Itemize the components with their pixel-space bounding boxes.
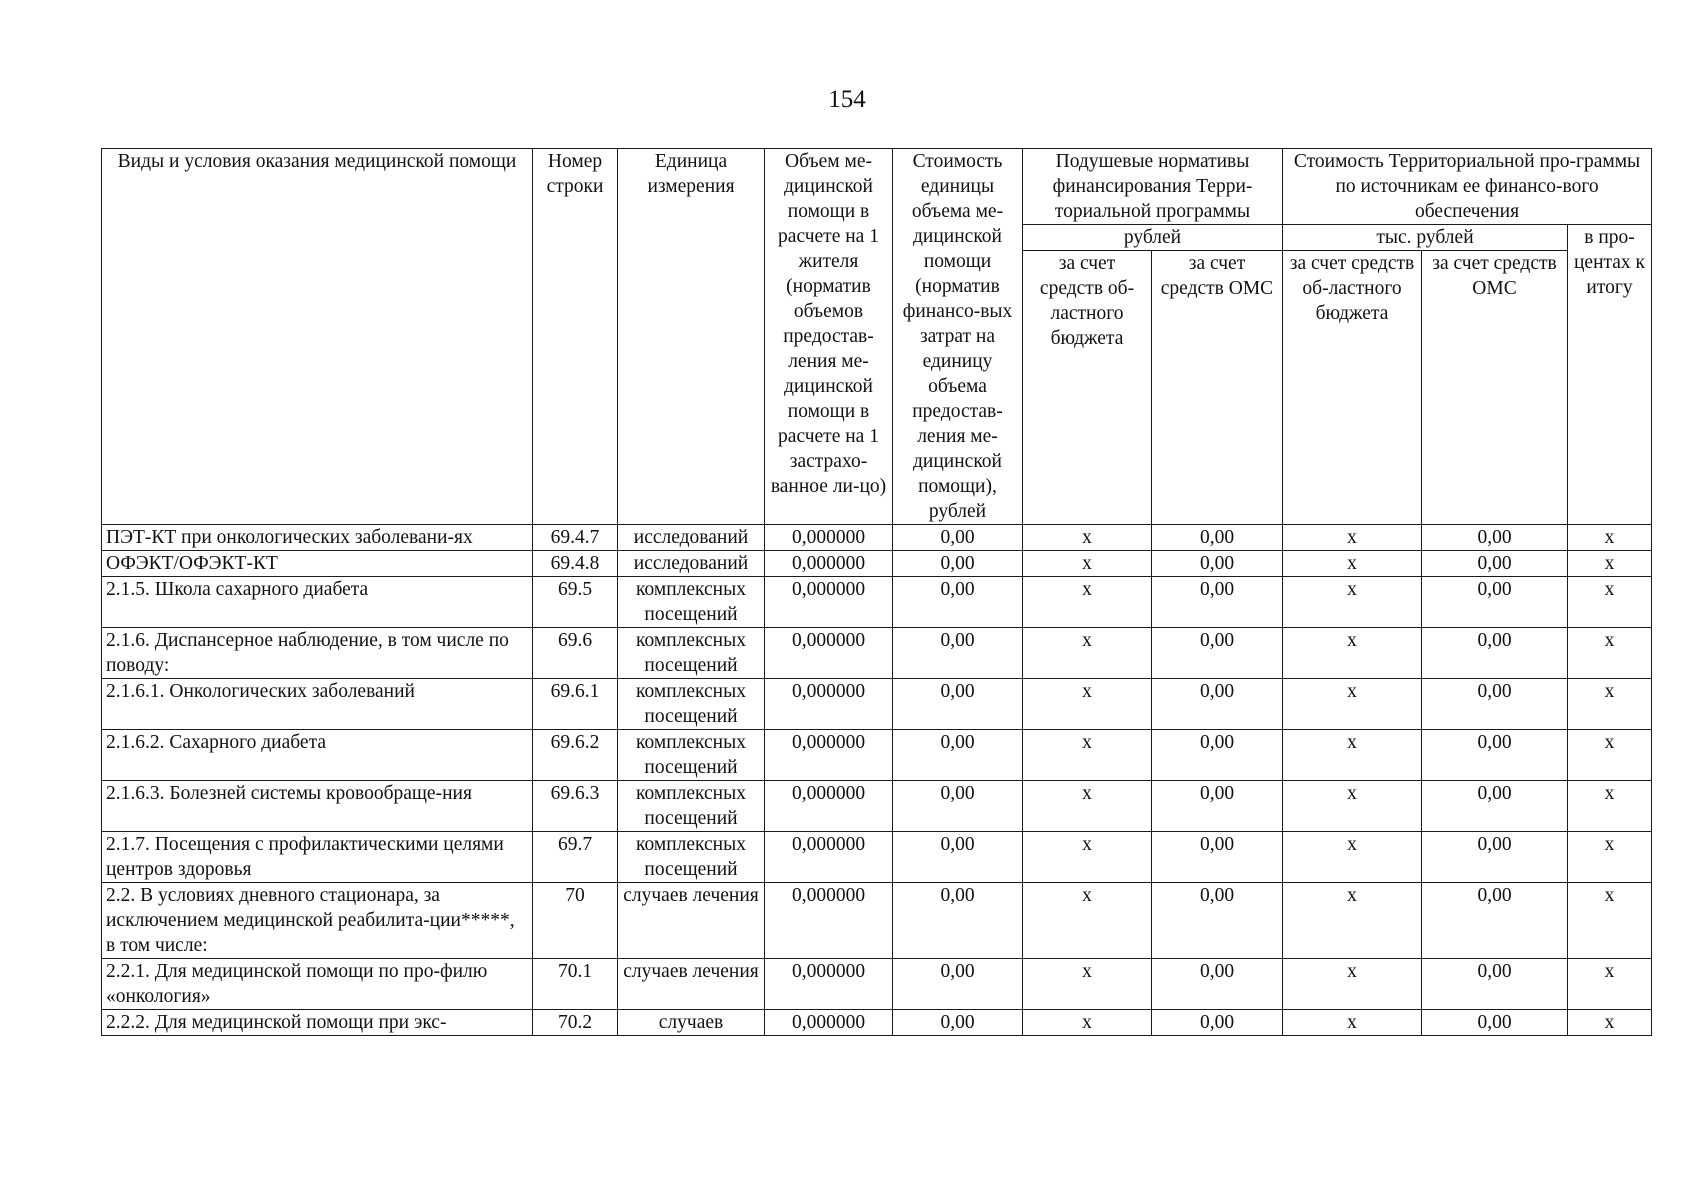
header-norm-oms: за счет средств ОМС (1152, 251, 1283, 525)
header-norm-budget: за счет средств об-ластного бюджета (1023, 251, 1152, 525)
row-unit-cost: 0,00 (893, 551, 1023, 577)
row-norm-oms: 0,00 (1152, 679, 1283, 730)
row-number: 70.2 (533, 1010, 618, 1036)
row-norm-oms: 0,00 (1152, 781, 1283, 832)
row-number: 69.4.7 (533, 525, 618, 551)
row-volume: 0,000000 (765, 551, 893, 577)
row-norm-budget: х (1023, 577, 1152, 628)
table-row (102, 525, 1652, 551)
row-cost-oms: 0,00 (1422, 959, 1568, 1010)
row-percent: х (1568, 730, 1652, 781)
row-unit: комплексных посещений (618, 832, 765, 883)
row-name: 2.1.6.3. Болезней системы кровообраще-ния (102, 781, 533, 832)
row-cost-oms: 0,00 (1422, 832, 1568, 883)
row-cost-oms: 0,00 (1422, 883, 1568, 959)
table-body (102, 525, 1652, 1036)
row-name: 2.2.1. Для медицинской помощи по про-филю «онкология» (102, 959, 533, 1010)
row-number: 69.5 (533, 577, 618, 628)
row-norm-budget: х (1023, 628, 1152, 679)
row-unit: комплексных посещений (618, 781, 765, 832)
table-row (102, 551, 1652, 577)
header-unit: Единица измерения (618, 149, 765, 525)
row-norm-oms: 0,00 (1152, 883, 1283, 959)
row-cost-budget: х (1283, 832, 1422, 883)
row-percent: х (1568, 525, 1652, 551)
header-program-cost: Стоимость Территориальной про-граммы по источникам ее финансо-вого обеспечения (1283, 149, 1652, 225)
row-unit-cost: 0,00 (893, 628, 1023, 679)
row-cost-budget: х (1283, 679, 1422, 730)
row-volume: 0,000000 (765, 883, 893, 959)
row-name: ОФЭКТ/ОФЭКТ-КТ (102, 551, 533, 577)
row-cost-oms: 0,00 (1422, 679, 1568, 730)
row-number: 70 (533, 883, 618, 959)
row-norm-budget: х (1023, 781, 1152, 832)
financing-table (101, 148, 1652, 1036)
row-cost-oms: 0,00 (1422, 551, 1568, 577)
row-unit-cost: 0,00 (893, 730, 1023, 781)
row-name: 2.2. В условиях дневного стационара, за исключением медицинской реабилита-ции*****, в том числе: (102, 883, 533, 959)
row-cost-oms: 0,00 (1422, 577, 1568, 628)
row-volume: 0,000000 (765, 679, 893, 730)
row-unit: случаев лечения (618, 959, 765, 1010)
row-norm-oms: 0,00 (1152, 959, 1283, 1010)
row-percent: х (1568, 628, 1652, 679)
row-name: ПЭТ-КТ при онкологических заболевани-ях (102, 525, 533, 551)
row-unit: исследований (618, 551, 765, 577)
table-row (102, 832, 1652, 883)
row-unit: комплексных посещений (618, 679, 765, 730)
row-percent: х (1568, 679, 1652, 730)
row-unit-cost: 0,00 (893, 883, 1023, 959)
row-norm-oms: 0,00 (1152, 551, 1283, 577)
row-volume: 0,000000 (765, 959, 893, 1010)
row-number: 69.7 (533, 832, 618, 883)
row-norm-oms: 0,00 (1152, 832, 1283, 883)
row-unit-cost: 0,00 (893, 679, 1023, 730)
row-volume: 0,000000 (765, 577, 893, 628)
table-row (102, 781, 1652, 832)
page-number: 154 (828, 86, 866, 113)
row-percent: х (1568, 577, 1652, 628)
row-number: 70.1 (533, 959, 618, 1010)
row-name: 2.1.6. Диспансерное наблюдение, в том числе по поводу: (102, 628, 533, 679)
row-name: 2.1.6.1. Онкологических заболеваний (102, 679, 533, 730)
row-norm-oms: 0,00 (1152, 525, 1283, 551)
table-row (102, 577, 1652, 628)
table-row (102, 679, 1652, 730)
row-volume: 0,000000 (765, 628, 893, 679)
row-unit: комплексных посещений (618, 628, 765, 679)
header-type: Виды и условия оказания медицинской помощи (102, 149, 533, 525)
row-cost-budget: х (1283, 959, 1422, 1010)
row-norm-budget: х (1023, 525, 1152, 551)
row-volume: 0,000000 (765, 525, 893, 551)
row-volume: 0,000000 (765, 730, 893, 781)
row-norm-budget: х (1023, 679, 1152, 730)
header-unit-cost: Стоимость единицы объема ме-дицинской помощи (норматив финансо-вых затрат на единицу объема предостав-ления ме-дицинской помощи), рублей (893, 149, 1023, 525)
row-cost-oms: 0,00 (1422, 628, 1568, 679)
row-norm-oms: 0,00 (1152, 730, 1283, 781)
header-cost-unit: тыс. рублей (1283, 225, 1568, 251)
row-percent: х (1568, 1010, 1652, 1036)
row-unit-cost: 0,00 (893, 959, 1023, 1010)
row-norm-budget: х (1023, 883, 1152, 959)
row-norm-budget: х (1023, 551, 1152, 577)
row-norm-budget: х (1023, 959, 1152, 1010)
row-cost-budget: х (1283, 628, 1422, 679)
row-percent: х (1568, 551, 1652, 577)
header-cost-budget: за счет средств об-ластного бюджета (1283, 251, 1422, 525)
header-row-number: Номер строки (533, 149, 618, 525)
row-number: 69.6.1 (533, 679, 618, 730)
row-norm-budget: х (1023, 1010, 1152, 1036)
row-unit: исследований (618, 525, 765, 551)
row-volume: 0,000000 (765, 781, 893, 832)
row-percent: х (1568, 959, 1652, 1010)
row-number: 69.6.3 (533, 781, 618, 832)
table-row (102, 628, 1652, 679)
row-unit-cost: 0,00 (893, 525, 1023, 551)
row-norm-oms: 0,00 (1152, 577, 1283, 628)
table-row (102, 730, 1652, 781)
row-unit: случаев лечения (618, 883, 765, 959)
row-cost-oms: 0,00 (1422, 781, 1568, 832)
row-unit: комплексных посещений (618, 730, 765, 781)
row-percent: х (1568, 883, 1652, 959)
row-volume: 0,000000 (765, 832, 893, 883)
row-name: 2.2.2. Для медицинской помощи при экс- (102, 1010, 533, 1036)
row-cost-oms: 0,00 (1422, 525, 1568, 551)
row-cost-oms: 0,00 (1422, 730, 1568, 781)
row-unit-cost: 0,00 (893, 781, 1023, 832)
row-unit-cost: 0,00 (893, 577, 1023, 628)
header-per-capita-norms: Подушевые нормативы финансирования Терри-ториальной программы (1023, 149, 1283, 225)
row-percent: х (1568, 781, 1652, 832)
row-norm-budget: х (1023, 730, 1152, 781)
row-number: 69.6.2 (533, 730, 618, 781)
row-cost-oms: 0,00 (1422, 1010, 1568, 1036)
row-cost-budget: х (1283, 551, 1422, 577)
header-volume: Объем ме-дицинской помощи в расчете на 1 жителя (норматив объемов предостав-ления ме-дицинской помощи в расчете на 1 застрахо-ванное ли-цо) (765, 149, 893, 525)
row-number: 69.4.8 (533, 551, 618, 577)
row-unit-cost: 0,00 (893, 832, 1023, 883)
table-row (102, 959, 1652, 1010)
row-norm-budget: х (1023, 832, 1152, 883)
row-cost-budget: х (1283, 1010, 1422, 1036)
header-cost-oms: за счет средств ОМС (1422, 251, 1568, 525)
table-row (102, 1010, 1652, 1036)
row-cost-budget: х (1283, 781, 1422, 832)
row-percent: х (1568, 832, 1652, 883)
row-name: 2.1.6.2. Сахарного диабета (102, 730, 533, 781)
row-cost-budget: х (1283, 577, 1422, 628)
row-name: 2.1.7. Посещения с профилактическими целями центров здоровья (102, 832, 533, 883)
row-cost-budget: х (1283, 730, 1422, 781)
row-unit-cost: 0,00 (893, 1010, 1023, 1036)
row-norm-oms: 0,00 (1152, 1010, 1283, 1036)
row-unit: случаев (618, 1010, 765, 1036)
table-row (102, 883, 1652, 959)
row-unit: комплексных посещений (618, 577, 765, 628)
row-norm-oms: 0,00 (1152, 628, 1283, 679)
row-name: 2.1.5. Школа сахарного диабета (102, 577, 533, 628)
header-percent: в про-центах к итогу (1568, 225, 1652, 525)
row-volume: 0,000000 (765, 1010, 893, 1036)
header-norm-unit: рублей (1023, 225, 1283, 251)
row-cost-budget: х (1283, 525, 1422, 551)
row-cost-budget: х (1283, 883, 1422, 959)
row-number: 69.6 (533, 628, 618, 679)
